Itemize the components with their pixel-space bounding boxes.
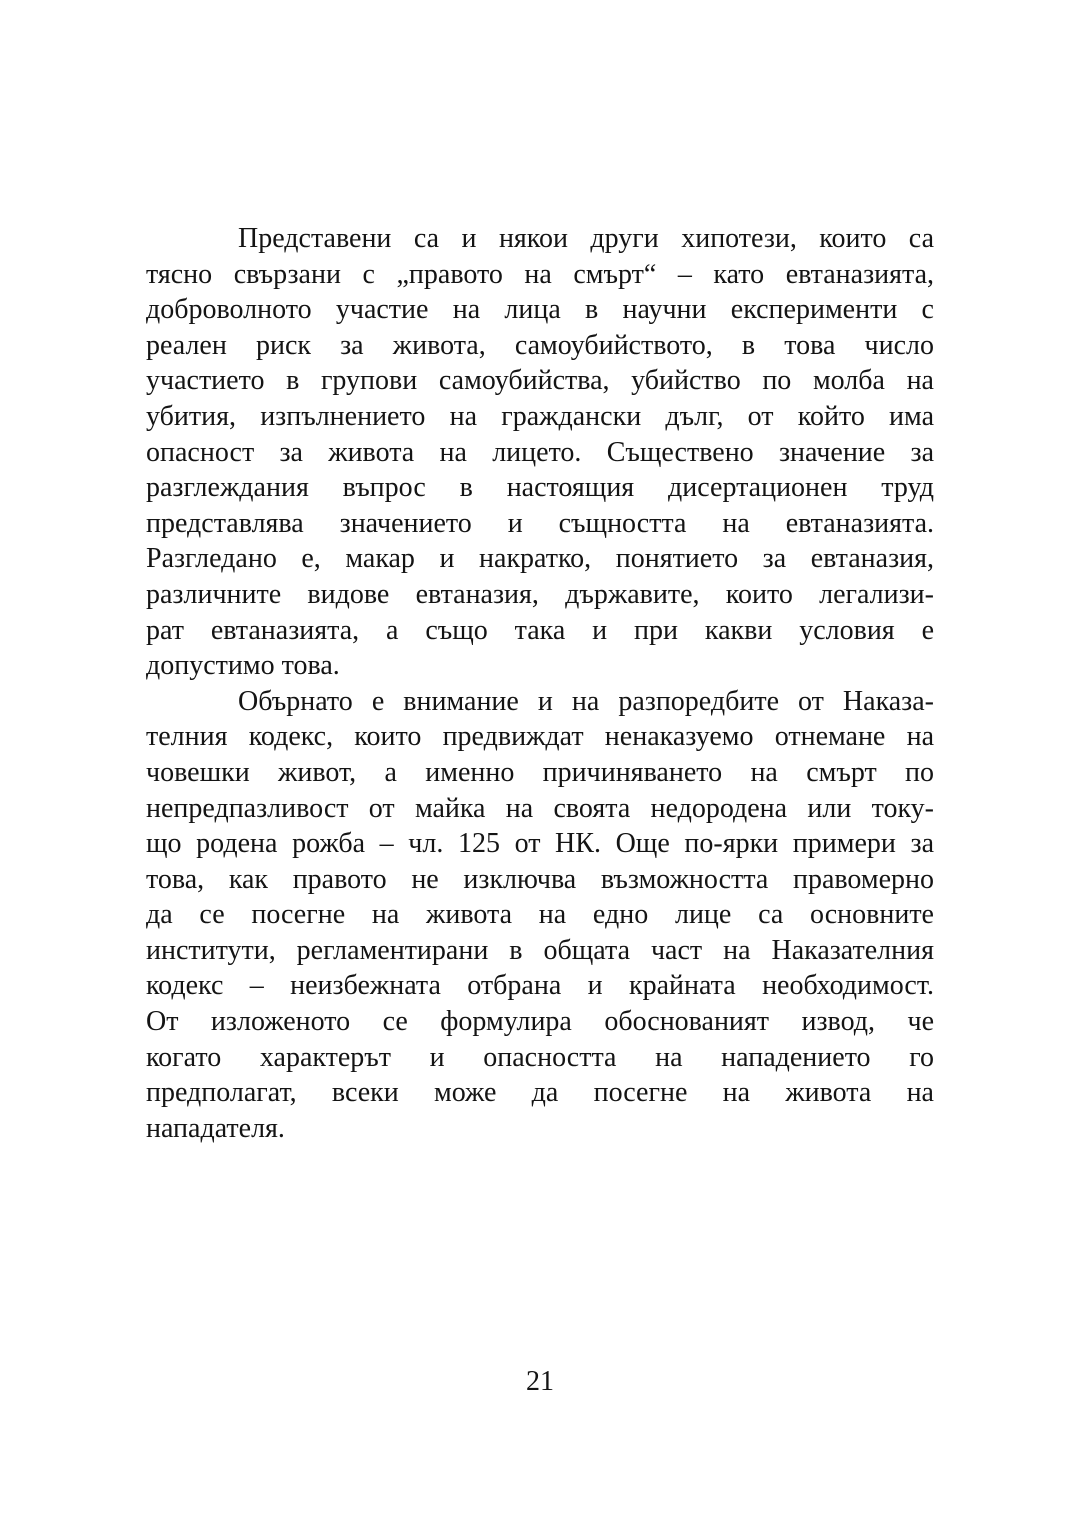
text-line: това, как правото не изключва възможността правомерно — [146, 863, 934, 895]
text-line: кодекс – неизбежната отбрана и крайната необходимост. — [146, 970, 934, 1002]
text-line: опасност за живота на лицето. Съществено значение за — [146, 436, 934, 468]
text-line: участието в групови самоубийства, убийство по молба на — [146, 365, 934, 397]
text-line: предполагат, всеки може да посегне на живота на — [146, 1077, 934, 1109]
text-line: разглеждания въпрос в настоящия дисертационен труд — [146, 472, 934, 504]
text-line: Представени са и някои други хипотези, които са — [238, 223, 934, 254]
text-line: когато характерът и опасността на нападението го — [146, 1041, 934, 1073]
text-line: рат евтаназията, а също така и при какви условия е — [146, 614, 934, 646]
text-line: да се посегне на живота на едно лице са основните — [146, 899, 934, 931]
text-line: що родена рожба – чл. 125 от НК. Още по-ярки примери за — [146, 828, 934, 860]
text-line: От изложеното се формулира обоснованият извод, че — [146, 1006, 934, 1038]
text-line: допустимо това. — [146, 650, 340, 682]
text-line: различните видове евтаназия, държавите, които легализи- — [146, 578, 934, 610]
text-line: Обърнато е внимание и на разпоредбите от Наказа- — [238, 685, 934, 717]
page-number: 21 — [526, 1366, 554, 1397]
text-line: доброволното участие на лица в научни експерименти с — [146, 294, 934, 326]
text-line: нападателя. — [146, 1112, 285, 1144]
text-line: реален риск за живота, самоубийството, в това число — [146, 329, 934, 361]
text-line: представлява значението и същността на евтаназията. — [146, 507, 934, 539]
text-body — [146, 221, 934, 1146]
text-line: убития, изпълнението на граждански дълг, от който има — [146, 400, 934, 432]
text-line: тясно свързани с „правото на смърт“ – като евтаназията, — [146, 258, 934, 290]
text-line: Разгледано е, макар и накратко, понятието за евтаназия, — [146, 543, 934, 575]
text-line: непредпазливост от майка на своята недородена или току- — [146, 792, 934, 824]
text-line: институти, регламентирани в общата част на Наказателния — [146, 934, 934, 966]
text-line: телния кодекс, които предвиждат ненаказуемо отнемане на — [146, 721, 934, 753]
paragraph-1 — [146, 221, 934, 684]
text-line: човешки живот, а именно причиняването на смърт по — [146, 756, 934, 788]
paragraph-2 — [146, 684, 934, 1147]
